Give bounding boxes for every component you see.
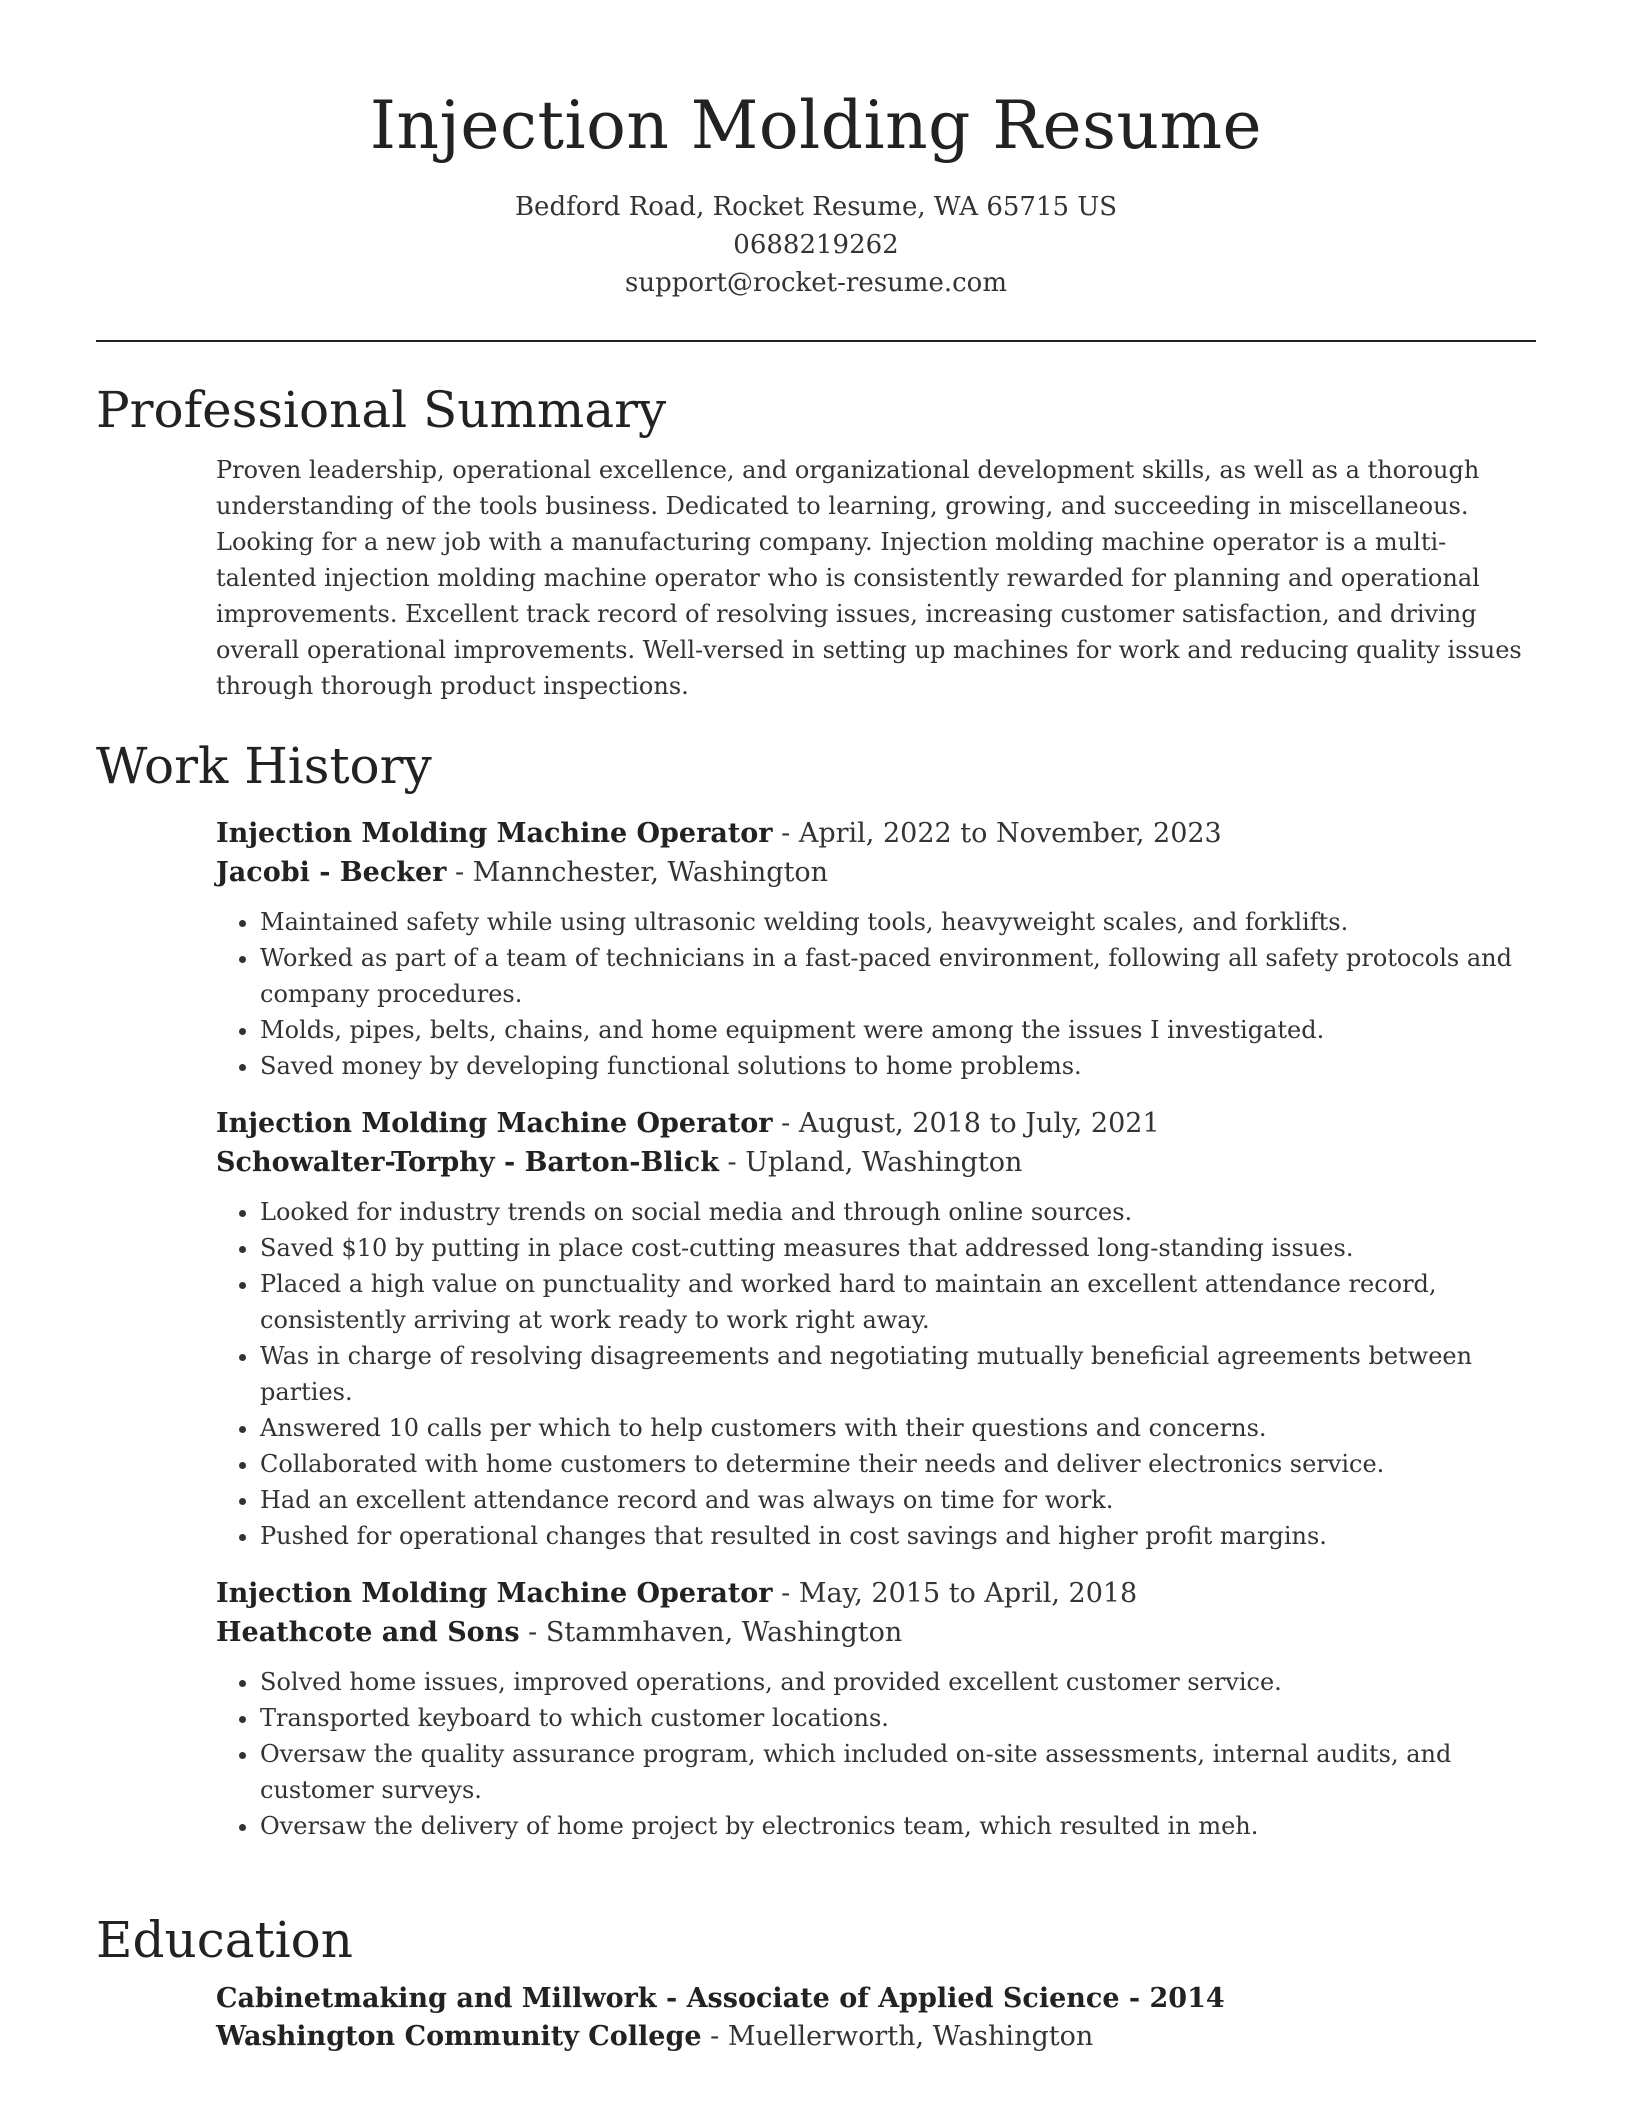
job-dates: - May, 2015 to April, 2018 [772,1578,1138,1609]
job-dates: - April, 2022 to November, 2023 [772,818,1222,849]
job-role: Injection Molding Machine Operator [216,1108,773,1139]
job-dates: - August, 2018 to July, 2021 [772,1108,1160,1139]
header-divider [96,340,1536,342]
job-company: Heathcote and Sons [216,1617,520,1648]
work-history-section [96,736,1536,1844]
job-title-line [216,1574,1536,1613]
list-item: • Maintained safety while using ultrasonic welding tools, heavyweight scales, and forklifts. [260,904,1536,940]
phone-text: 0688219262 [733,230,899,260]
degree-line [216,1980,1536,2018]
education-heading: Education [96,1911,353,1969]
list-item: • Oversaw the delivery of home project by electronics team, which resulted in meh. [260,1808,1536,1844]
job-duties-list [216,904,1536,1084]
list-item: • Looked for industry trends on social media and through online sources. [260,1194,1536,1230]
job-location: - Stammhaven, Washington [519,1617,903,1648]
list-item: • Answered 10 calls per which to help customers with their questions and concerns. [260,1410,1536,1446]
list-item: • Solved home issues, improved operations, and provided excellent customer service. [260,1664,1536,1700]
job-role: Injection Molding Machine Operator [216,1578,773,1609]
school-line [216,2018,1536,2056]
job-role: Injection Molding Machine Operator [216,818,773,849]
job-entry [216,1574,1536,1844]
job-company-line [216,1613,1536,1652]
list-item: • Was in charge of resolving disagreements and negotiating mutually beneficial agreements between parties. [260,1338,1536,1410]
address-text: Bedford Road, Rocket Resume, WA 65715 US [514,192,1118,222]
job-location: - Mannchester, Washington [446,857,829,888]
contact-info [0,188,1632,302]
job-title-line [216,1104,1536,1143]
job-title-line [216,814,1536,853]
list-item: • Had an excellent attendance record and was always on time for work. [260,1482,1536,1518]
job-duties-list [216,1664,1536,1844]
job-location: - Upland, Washington [718,1147,1023,1178]
job-entry [216,814,1536,1084]
work-history-heading: Work History [96,737,432,795]
list-item: • Worked as part of a team of technicians in a fast-paced environment, following all safety protocols and company procedures. [260,940,1536,1012]
education-section [96,1910,1536,2056]
degree-text: Cabinetmaking and Millwork - Associate of Applied Science - 2014 [216,1983,1225,2014]
job-company-line [216,1143,1536,1182]
resume-title: Injection Molding Resume [369,87,1263,164]
school-name: Washington Community College [216,2021,702,2052]
list-item: • Collaborated with home customers to determine their needs and deliver electronics service. [260,1446,1536,1482]
email-text: support@rocket-resume.com [624,268,1007,298]
resume-header [0,0,1632,302]
summary-paragraph: Proven leadership, operational excellence, and organizational development skills, as well as a thorough understanding of the tools business. Dedicated to learning, growing, and succeeding in miscellaneous. Looking for a new job with a manufacturing company. Injection molding machine operator is a multi-talented injection molding machine operator who is consistently rewarded for planning and operational improvements. Excellent track record of resolving issues, increasing customer satisfaction, and driving overall operational improvements. Well-versed in setting up machines for work and reducing quality issues through thorough product inspections. [216,456,1522,700]
list-item: • Molds, pipes, belts, chains, and home equipment were among the issues I investigated. [260,1012,1536,1048]
list-item: • Placed a high value on punctuality and worked hard to maintain an excellent attendance record, consistently arriving at work ready to work right away. [260,1266,1536,1338]
summary-section [96,380,1536,704]
job-company: Jacobi - Becker [216,857,447,888]
job-company-line [216,853,1536,892]
job-entry [216,1104,1536,1554]
list-item: • Oversaw the quality assurance program, which included on-site assessments, internal audits, and customer surveys. [260,1736,1536,1808]
list-item: • Saved money by developing functional solutions to home problems. [260,1048,1536,1084]
job-duties-list [216,1194,1536,1554]
school-location: - Muellerworth, Washington [701,2021,1094,2052]
list-item: • Saved $10 by putting in place cost-cutting measures that addressed long-standing issues. [260,1230,1536,1266]
job-company: Schowalter-Torphy - Barton-Blick [216,1147,719,1178]
list-item: • Transported keyboard to which customer locations. [260,1700,1536,1736]
list-item: • Pushed for operational changes that resulted in cost savings and higher profit margins. [260,1518,1536,1554]
summary-heading: Professional Summary [96,381,667,439]
